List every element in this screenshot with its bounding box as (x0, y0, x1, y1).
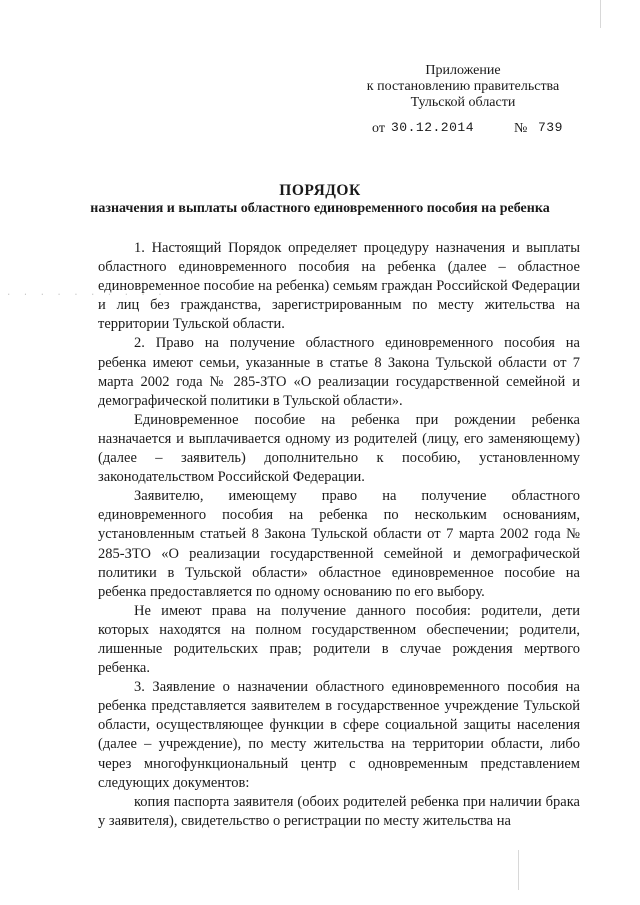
document-body (98, 239, 580, 831)
paragraph-4: Заявителю, имеющему право на получение областного единовременного пособия на ребенка по нескольким основаниям, установленным статьей 8 Закона Тульской области от 7 марта 2002 года № 285-ЗТО «О реализации государственной семейной и демографической политики в Тульской области» областное единовременное пособие на ребенка предоставляется по одному основанию по его выбору. (98, 488, 580, 600)
paragraph-5: Не имеют права на получение данного пособия: родители, дети которых находятся на полном государственном обеспечении; родители, лишенные родительских прав; родители в случае рождения мертвого ребенка. (98, 602, 580, 677)
document-title: ПОРЯДОК (279, 182, 361, 199)
order-number: 739 (538, 120, 563, 135)
appendix-block (358, 63, 568, 111)
paragraph-6: 3. Заявление о назначении областного единовременного пособия на ребенка представляется заявителем в государственное учреждение Тульской области, осуществляющее функции в сфере социальной защиты населения (далее – учреждение), по месту жительства на территории области, либо через многофункциональный центр с одновременным представлением следующих документов: (98, 679, 580, 791)
paragraph-7: копия паспорта заявителя (обоих родителей ребенка при наличии брака у заявителя), свидетельство о регистрации по месту жительства на (98, 793, 580, 829)
document-subtitle: назначения и выплаты областного единовременного пособия на ребенка (90, 201, 550, 216)
appendix-resolution: к постановлению правительства (366, 79, 560, 94)
order-date: 30.12.2014 (391, 120, 475, 135)
scan-artifact-mark (518, 850, 519, 890)
paragraph-1: 1. Настоящий Порядок определяет процедуру назначения и выплаты областного единовременного пособия на ребенка (далее – областное единовременное пособие на ребенка) семьям граждан Российской Федерации и лиц без гражданства, зарегистрированным по месту жительства на территории Тульской области. (98, 240, 580, 333)
paragraph-3: Единовременное пособие на ребенка при рождении ребенка назначается и выплачивается одному из родителей (лицу, его заменяющему) (далее – заявитель) дополнительно к пособию, установленному законодательством Российской Федерации. (98, 411, 580, 486)
order-date-number (372, 120, 572, 140)
scan-artifact-mark (600, 0, 601, 28)
date-prefix: от (372, 121, 385, 136)
appendix-region: Тульской области (410, 95, 516, 110)
paragraph-2: 2. Право на получение областного единовременного пособия на ребенка имеют семьи, указанные в статье 8 Закона Тульской области от 7 марта 2002 года № 285-ЗТО «О реализации государственной семейной и демографической политики в Тульской области». (98, 335, 580, 409)
appendix-title: Приложение (425, 63, 501, 78)
number-prefix: № (514, 121, 528, 136)
scan-artifact-dots: · · · · · · · · · · (6, 290, 166, 300)
